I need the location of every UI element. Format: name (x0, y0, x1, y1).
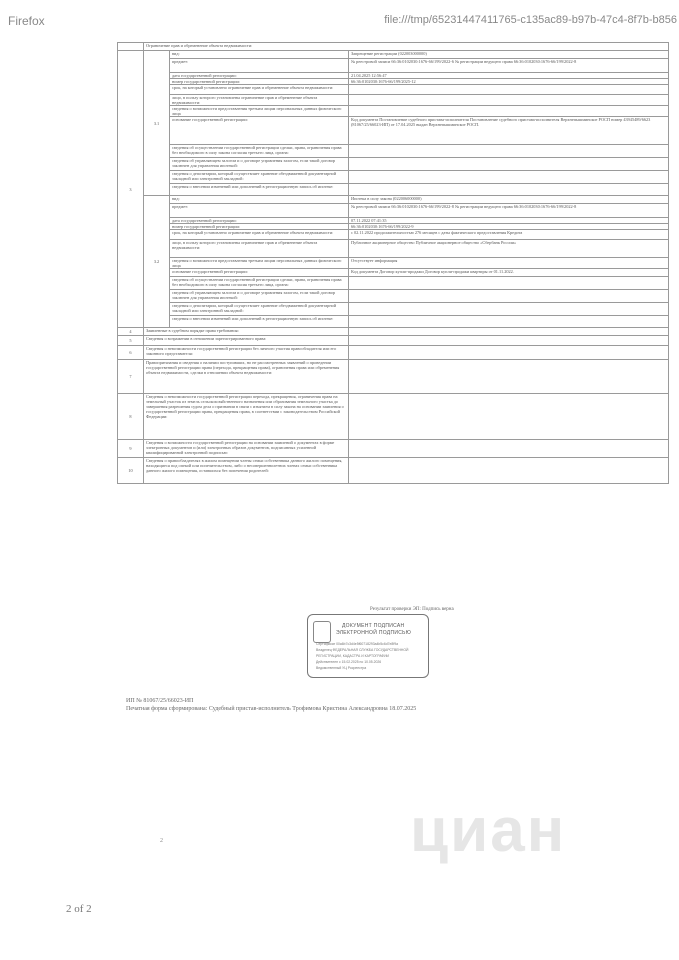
ip-number: ИП № 81067/25/66023-ИП (126, 698, 194, 704)
coat-of-arms-icon (313, 621, 331, 643)
field-value (349, 440, 669, 458)
field-label: сведения о депозитарии, который осуществляет хранение обездвиженной документарной закладной или электронной закладной: (170, 171, 349, 184)
table-row (118, 328, 669, 336)
empty-cell (118, 43, 144, 51)
field-label: Сведения о невозможности государственной регистрации без личного участия правообладателя или его законного представителя: (144, 346, 349, 360)
table-row (118, 458, 669, 484)
field-value (349, 277, 669, 290)
field-value: 21.04.2025 12:56:47 (349, 73, 669, 79)
table-row (118, 117, 669, 145)
section-header: Ограничение прав и обременение объекта недвижимости: (144, 43, 669, 51)
field-label: основание государственной регистрации: (170, 117, 349, 145)
field-value: № реестровой записи 66:36:0102030:1676-66/199/2022-8 № регистрации ведущего права 66:36:0102030:1676-66/199/2022-8 (349, 204, 669, 218)
table-row (118, 230, 669, 240)
field-value: Ипотека в силу закона (022006000000) (349, 196, 669, 204)
field-value (349, 95, 669, 106)
browser-title: Firefox (8, 14, 45, 28)
table-row (118, 51, 669, 59)
field-label: сведения об управляющем залогом и о договоре управления залогом, если такой договор заключен для управления ипотекой: (170, 158, 349, 171)
stamp-title-2: ЭЛЕКТРОННОЙ ПОДПИСЬЮ (336, 630, 412, 636)
stamp-line: РЕГИСТРАЦИИ, КАДАСТРА И КАРТОГРАФИИ (316, 654, 389, 658)
field-value: с 02.11.2022 продолжительностью 276 месяцев с даты фактического предоставления Кредита (349, 230, 669, 240)
field-value: Отсутствует информация (349, 258, 669, 269)
table-row (118, 171, 669, 184)
field-label: дата государственной регистрации: (170, 73, 349, 79)
field-value (349, 106, 669, 117)
field-value: № реестровой записи 66:36:0102030:1676-66/199/2022-6 № регистрации ведущего права 66:36:0102030:1676-66/199/2022-8 (349, 59, 669, 73)
page-number: 2 of 2 (66, 903, 92, 915)
registry-table (117, 42, 669, 484)
field-value (349, 290, 669, 303)
table-row (118, 85, 669, 95)
table-row (118, 204, 669, 218)
row-number: 5 (118, 336, 144, 346)
table-row (118, 336, 669, 346)
field-value (349, 303, 669, 316)
field-value (349, 158, 669, 171)
field-label: сведения о возможности предоставления третьим лицам персональных данных физического лица (170, 258, 349, 269)
field-value: 66:36:0102030:1676-66/199/2025-12 (349, 79, 669, 85)
row-number: 9 (118, 440, 144, 458)
field-label: основание государственной регистрации: (170, 269, 349, 277)
field-label: сведения об управляющем залогом и о договоре управления залогом, если такой договор заключен для управления ипотекой: (170, 290, 349, 303)
table-row (118, 269, 669, 277)
row-number: 6 (118, 346, 144, 360)
table-row (118, 106, 669, 117)
field-label: Сведения о возможности государственной регистрации на основании заявлений о документах в форме электронных документов и (или) электронных образов документов, подписанных усиленной квалифицированной электронной подписью: (144, 440, 349, 458)
field-label: сведения об осуществлении государственной регистрации сделки, права, ограничения права без необходимого в силу закона согласия третьего лица, органа: (170, 277, 349, 290)
field-value: 07.11.2022 07:41:35 (349, 218, 669, 224)
field-label: сведения о возможности предоставления третьим лицам персональных данных физического лица (170, 106, 349, 117)
field-label: сведения о депозитарии, который осуществляет хранение обездвиженной документарной закладной или электронной закладной: (170, 303, 349, 316)
field-label: Сведения о невозможности государственной регистрации перехода, прекращения, ограничения права на земельный участок из земель сельскохозяйственного назначения или образования земельного участка до завершения разрешения судом дела о признании в связи с изъятием в силу закона на основании заявления о государственной регистрации права, прекращения права, в соответствии с законодательством Российской Федерации: (144, 394, 349, 440)
registry-table-container (117, 42, 669, 578)
table-row (118, 360, 669, 394)
subsection-number: 3.1 (144, 51, 170, 196)
table-row (118, 394, 669, 440)
field-label: номер государственной регистрации: (170, 224, 349, 230)
field-label: предмет: (170, 59, 349, 73)
field-value (349, 336, 669, 346)
field-label: срок, на который установлено ограничение прав и обременение объекта недвижимости: (170, 85, 349, 95)
field-value (349, 184, 669, 196)
signature-check-caption: Результат проверки ЭП: Подпись верна (370, 607, 454, 612)
e-signature-stamp (307, 614, 429, 678)
field-label: вид: (170, 51, 349, 59)
table-row (118, 303, 669, 316)
field-value: Код документа Постановление судебного пристава-исполнителя Постановление судебного пристава-исполнителя Верхнепышминское РОСП номер 43945489/6623 (81067/25/66023-ИП) от 17.04.2025 выдан Верхнепышминское РОСП. (349, 117, 669, 145)
field-label: Сведения о правообладателях в жилом помещении члены семьи собственника данного жилого помещения, находящиеся под опекой или попечительством, либо о несовершеннолетних членах семьи собственника данного жилого помещения, оставшихся без попечения родителей: (144, 458, 349, 484)
table-row (118, 184, 669, 196)
stamp-line: Ведомственный УЦ Росреестра (316, 666, 367, 670)
field-value (349, 85, 669, 95)
field-label: Заявленные в судебном порядке права требования: (144, 328, 349, 336)
field-value (349, 328, 669, 336)
table-row (118, 43, 669, 51)
stamp-line: Сертификат 00a6b7c3d4e5f60718293a4b5c6d7e8f9a (316, 642, 398, 646)
file-url: file:///tmp/65231447411765-c135ac89-b97b-47c4-8f7b-b856 (384, 14, 677, 26)
field-label: лицо, в пользу которого установлены ограничение прав и обременение объекта недвижимости: (170, 95, 349, 106)
row-number: 7 (118, 360, 144, 394)
field-label: срок, на который установлено ограничение прав и обременение объекта недвижимости: (170, 230, 349, 240)
table-row (118, 158, 669, 171)
field-label: предмет: (170, 204, 349, 218)
table-row (118, 59, 669, 73)
table-row (118, 145, 669, 158)
field-value: Публичное акционерное общество Публичное акционерное общество «Сбербанк России» (349, 240, 669, 258)
field-label: вид: (170, 196, 349, 204)
field-label: сведения о внесении изменений или дополнений в регистрационную запись об ипотеке: (170, 184, 349, 196)
table-row (118, 196, 669, 204)
table-row (118, 258, 669, 269)
table-row (118, 290, 669, 303)
field-value (349, 316, 669, 328)
table-row (118, 440, 669, 458)
table-row (118, 95, 669, 106)
field-value: Запрещение регистрации (022003000000) (349, 51, 669, 59)
field-value: 66:36:0102030:1676-66/199/2022-9 (349, 224, 669, 230)
table-row (118, 240, 669, 258)
subsection-number: 3.2 (144, 196, 170, 328)
table-row (118, 346, 669, 360)
watermark: циан (410, 796, 567, 865)
field-value (349, 394, 669, 440)
table-row (118, 316, 669, 328)
field-value (349, 145, 669, 158)
field-value (349, 458, 669, 484)
printed-by: Печатная форма сформирована: Судебный пристав-исполнитель Трофимова Кристина Александровна 18.07.2025 (126, 706, 417, 712)
field-label: Сведения о возражении в отношении зарегистрированного права: (144, 336, 349, 346)
row-number: 8 (118, 394, 144, 440)
field-label: Правопритязания и сведения о наличии поступивших, но не рассмотренных заявлений о проведении государственной регистрации права (перехода, прекращения права), ограничения права или обременения объекта недвижимости, сделки в отношении объекта недвижимости: (144, 360, 349, 394)
field-value (349, 360, 669, 394)
field-value: Код документа Договор купли-продажи Договор купли-продажи квартиры от 01.11.2022. (349, 269, 669, 277)
stamp-line: Действителен с 15.02.2025 по 10.05.2026 (316, 660, 382, 664)
field-value (349, 346, 669, 360)
row-number: 4 (118, 328, 144, 336)
row-number: 10 (118, 458, 144, 484)
field-label: лицо, в пользу которого установлены ограничение прав и обременение объекта недвижимости: (170, 240, 349, 258)
field-label: сведения о внесении изменений или дополнений в регистрационную запись об ипотеке: (170, 316, 349, 328)
stamp-title-1: ДОКУМЕНТ ПОДПИСАН (342, 623, 405, 629)
table-row (118, 277, 669, 290)
section-number: 3 (118, 51, 144, 328)
field-label: номер государственной регистрации: (170, 79, 349, 85)
stamp-line: Владелец ФЕДЕРАЛЬНАЯ СЛУЖБА ГОСУДАРСТВЕННОЙ (316, 648, 409, 652)
field-value (349, 171, 669, 184)
field-label: сведения об осуществлении государственной регистрации сделки, права, ограничения права без необходимого в силу закона согласия третьего лица, органа: (170, 145, 349, 158)
small-mark: 2 (160, 838, 163, 844)
field-label: дата государственной регистрации: (170, 218, 349, 224)
